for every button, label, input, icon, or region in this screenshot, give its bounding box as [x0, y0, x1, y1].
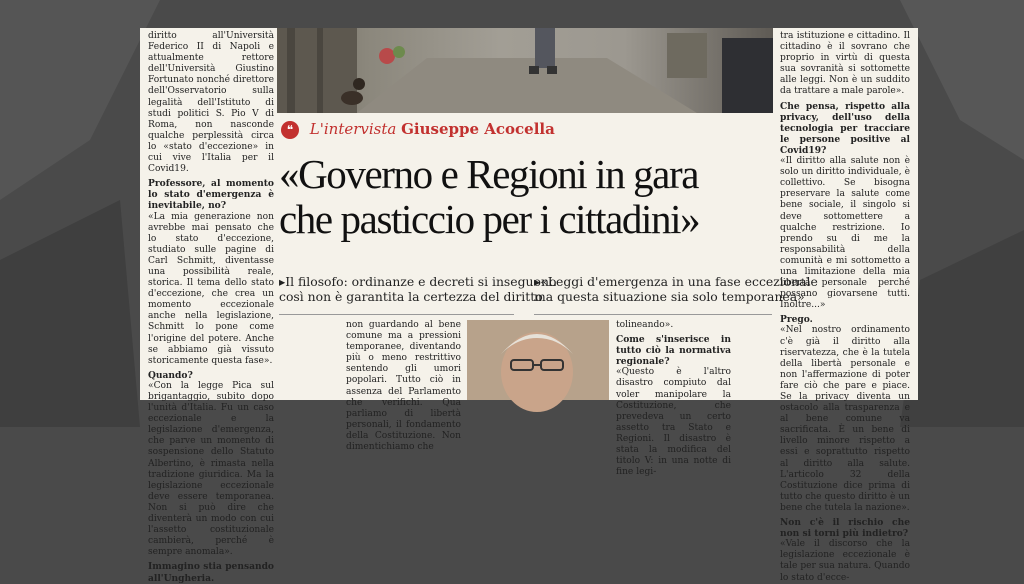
right-question-3: Non c'è il rischio che non si torni più indietro? [780, 517, 910, 540]
divider-left [279, 314, 514, 315]
subhead-right [534, 274, 818, 304]
subhead-right-line-1: ▸«Leggi d'emergenza in una fase eccezionale [534, 274, 818, 289]
portrait-photo [467, 320, 609, 400]
right-answer-3: «Vale il discorso che la legislazione eccezionale è tale per sua natura. Quando lo stato d'ecce- [780, 539, 910, 583]
headline [279, 152, 774, 242]
right-question-1: Che pensa, rispetto alla privacy, dell'uso della tecnologia per tracciare le persone positive al Covid19? [780, 100, 910, 156]
right-answer-2: «Nel nostro ordinamento c'è già il diritto alla riservatezza, che è la tutela della libertà personale e non l'affermazione di poter fare ciò che pare e piace. Se la privacy diventa un ostacolo alla trasparenza e al bene comune va sacrificata. È un bene di livello minore rispetto a essi e soprattutto rispetto al diritto alla salute. L'articolo 32 della Costituzione dice prima di tutto che questo diritto è un bene che tutela la nazione». [780, 325, 910, 513]
left-intro: diritto all'Università Federico II di Napoli e attualmente rettore dell'Università Giustino Fortunato nonché direttore dell'Osservatorio sulla legalità dell'Istituto di studi politici S. Pio V di Roma, non nasconde qualche perplessità circa lo «stato d'eccezione» in cui vive l'Italia per il Covid19. [148, 31, 274, 175]
subhead-left-line-2: così non è garantita la certezza del diritto [279, 289, 543, 304]
left-question-1: Professore, al momento lo stato d'emergenza è inevitabile, no? [148, 178, 274, 212]
kicker-label: L'intervista [309, 120, 397, 138]
newspaper-page [140, 28, 918, 584]
left-column [148, 31, 274, 584]
left-answer-1: «La mia generazione non avrebbe mai pensato che lo stato d'eccezione, studiato sulle pagine di Carl Schmitt, diventasse una possibilità reale, storica. Il tema dello stato d'eccezione, che crea un momento eccezionale anche nella legislazione, Schmitt lo pone come l'origine del potere. Anche se abbiamo già vissuto storicamente questa fase». [148, 211, 274, 366]
interviewee-name: Giuseppe Acocella [401, 120, 555, 138]
right-answer-1: «Il diritto alla salute non è solo un diritto individuale, è collettivo. Se bisogna preservare la salute come bene sociale, il singolo si deve sottomettere a qualche restrizione. Io prendo su di me la responsabilità della comunità e mi sottometto a una limitazione della mia libertà personale perché possano giovarsene tutti. Inoltre...» [780, 156, 910, 311]
middle-right-question: Come s'inserisce in tutto ciò la normativa regionale? [616, 334, 731, 368]
headline-line-2: che pasticcio per i cittadini» [279, 196, 700, 242]
subhead-right-line-2: ma questa situazione sia solo temporanea» [534, 289, 805, 304]
right-question-2: Prego. [780, 314, 813, 326]
headline-line-1: «Governo e Regioni in gara [279, 151, 699, 197]
middle-right-answer: «Questo è l'altro disastro compiuto dal voler manipolare la Costituzione, che prevedeva un certo assetto tra Stato e Regioni. Il disastro è stata la modifica del titolo V: in una notte di fine legi- [616, 367, 731, 478]
subhead-left [279, 274, 556, 304]
middle-column-left [346, 320, 461, 453]
interview-kicker [281, 120, 721, 138]
middle-left-text: non guardando al bene comune ma a pressioni temporanee, diventando più o meno restrittivo sentendo gli umori popolari. Tutto ciò in assenza del Parlamento che verifichi. Qua parliamo di libertà personali, il fondamento della Costituzione. Non dimentichiamo che [346, 320, 461, 453]
right-column [780, 31, 910, 584]
street-photo [277, 28, 773, 113]
left-question-2: Quando? [148, 369, 193, 381]
left-question-3: Immagino stia pensando all'Ungheria. [148, 561, 274, 584]
divider-right [534, 314, 772, 315]
left-answer-2: «Con la legge Pica sul brigantaggio, subito dopo l'unità d'Italia. Fu un caso eccezionale e la legislazione d'emergenza, che parve un momento di sospensione dello Statuto Albertino, è rimasta nella tradizione giuridica. Ma la legislazione eccezionale deve essere temporanea. Non si può dire che diventerà un modo con cui l'assetto costituzionale cambierà, perché è sempre anomala». [148, 380, 274, 558]
right-intro: tra istituzione e cittadino. Il cittadino è il sovrano che proprio in virtù di questa sua sovranità si sottomette alle leggi. Non è un suddito da trattare a male parole». [780, 31, 910, 97]
subhead-left-line-1: ▸Il filosofo: ordinanze e decreti si inseguono [279, 274, 557, 289]
middle-column-right [616, 320, 731, 478]
middle-right-lead: tolineando». [616, 320, 674, 330]
quote-logo-icon: ❝ [281, 121, 299, 139]
